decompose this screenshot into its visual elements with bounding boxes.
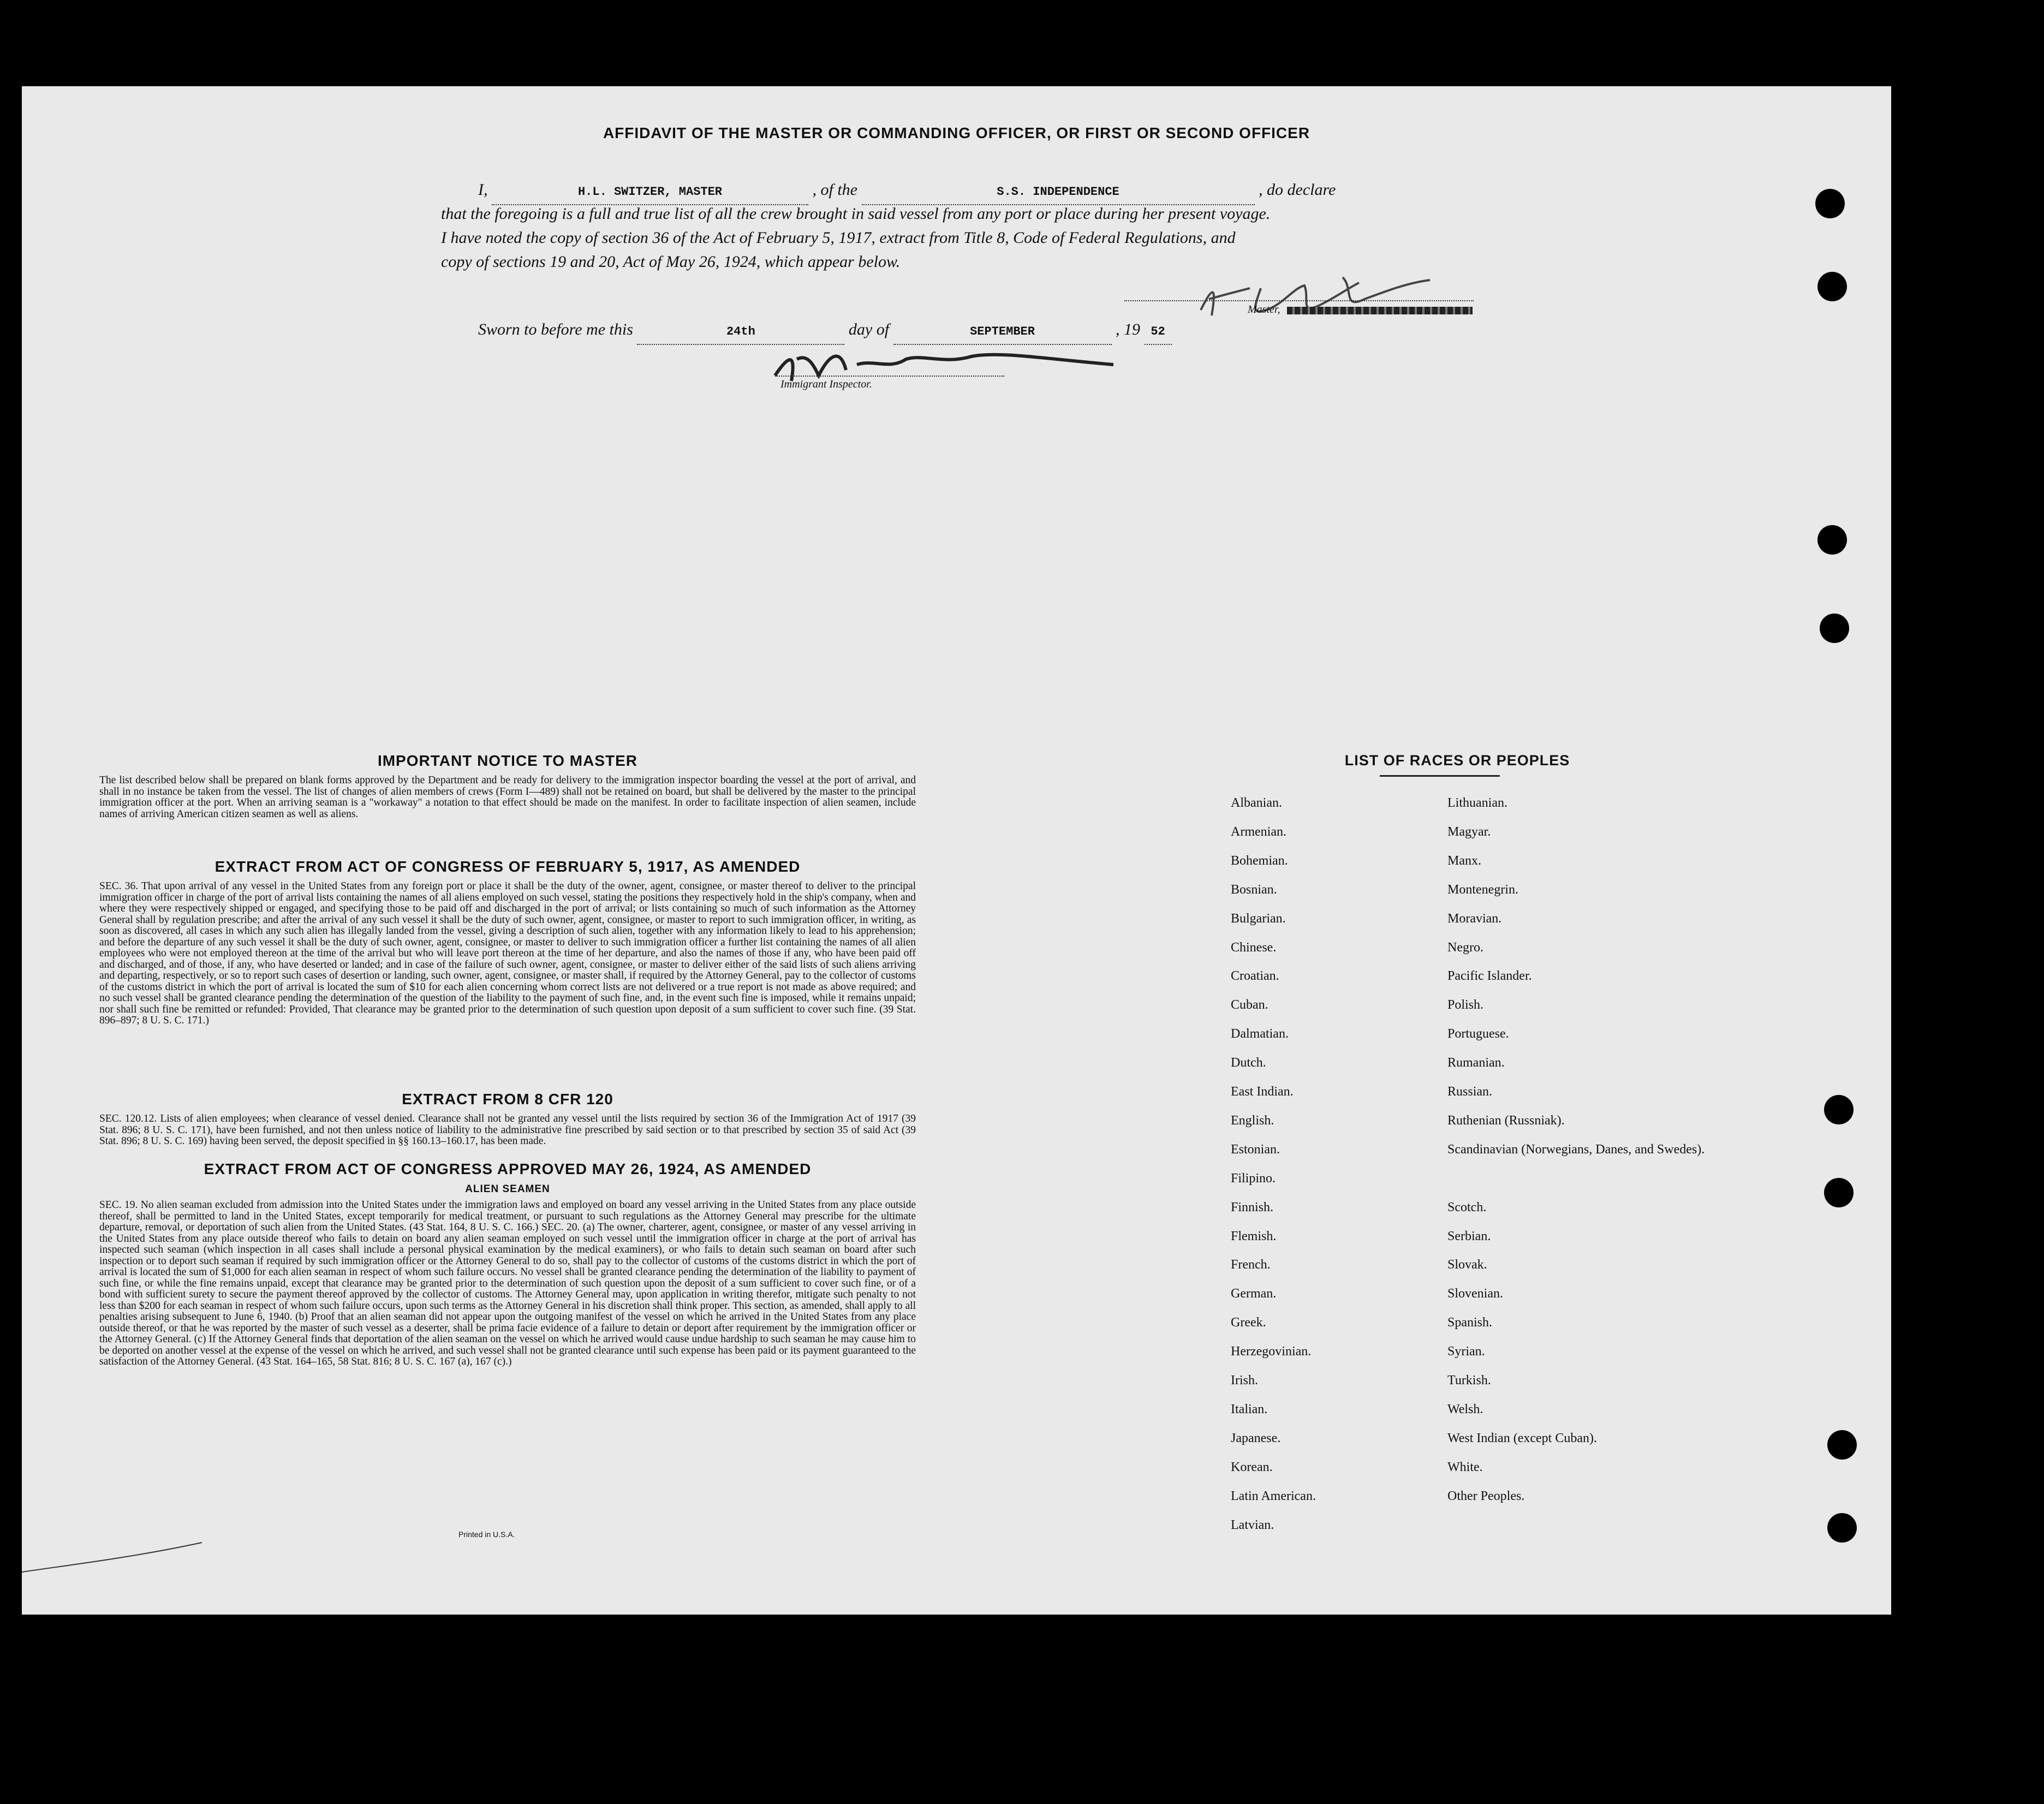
punch-hole — [1824, 1178, 1854, 1207]
race-item: German. — [1231, 1287, 1277, 1301]
extract-1924-title: EXTRACT FROM ACT OF CONGRESS APPROVED MAY 26, 1924, AS AMENDED — [204, 1160, 812, 1177]
race-item: Korean. — [1231, 1460, 1273, 1474]
master-caption: Master, — [1248, 303, 1280, 315]
race-item: Italian. — [1231, 1402, 1268, 1416]
of-the-text: , of the — [812, 181, 857, 199]
inspector-signature-line — [775, 376, 1004, 377]
race-item: Turkish. — [1447, 1373, 1491, 1388]
extract-1924-subtitle: ALIEN SEAMEN — [465, 1183, 550, 1195]
race-item: Other Peoples. — [1447, 1489, 1525, 1503]
race-item: Manx. — [1447, 853, 1481, 868]
race-item: White. — [1447, 1460, 1483, 1474]
extract-1917-title: EXTRACT FROM ACT OF CONGRESS OF FEBRUARY 5, 1917, AS AMENDED — [214, 858, 801, 875]
race-item: Slovenian. — [1447, 1287, 1503, 1301]
race-item: Cuban. — [1231, 998, 1268, 1013]
do-declare-text: , do declare — [1259, 181, 1336, 199]
race-item: Japanese. — [1231, 1431, 1281, 1445]
vessel-name: S.S. INDEPENDENCE — [862, 180, 1255, 205]
race-item: Negro. — [1447, 940, 1483, 955]
race-item: Ruthenian (Russniak). — [1447, 1113, 1565, 1128]
race-item: Croatian. — [1231, 969, 1279, 984]
declaration-line-3: I have noted the copy of section 36 of the Act of February 5, 1917, extract from Title 8, Code of Federal Regulations, and — [441, 229, 1236, 247]
race-item: Dalmatian. — [1231, 1027, 1289, 1041]
notice-text: The list described below shall be prepared on blank forms approved by the Department and be ready for delivery to the immigration inspector boarding the vessel at the port of arrival, and shall in no instance be taken from the vessel. The list of changes of alien members of crews (Form I—489) shall not be retained on board, but shall be delivered by the master to the principal immigration officer at the port. When an arriving seaman is a "workaway" a notation to that effect should be made on the manifest. In order to facilitate inspection of alien seamen, include names of arriving American citizen seamen as well as aliens. — [99, 775, 916, 820]
race-item: Lithuanian. — [1447, 796, 1507, 810]
race-item: Pacific Islander. — [1447, 969, 1532, 984]
race-item: Spanish. — [1447, 1315, 1493, 1330]
race-item: Dutch. — [1231, 1056, 1266, 1070]
race-item: Filipino. — [1231, 1171, 1276, 1186]
race-item: Russian. — [1447, 1085, 1493, 1099]
race-item: Chinese. — [1231, 940, 1277, 955]
year-prefix: , 19 — [1116, 320, 1141, 338]
declaration-line-2: that the foregoing is a full and true list of all the crew brought in said vessel from any port or place during her present voyage. — [441, 205, 1271, 223]
race-item: Estonian. — [1231, 1142, 1280, 1157]
extract-cfr-text: SEC. 120.12. Lists of alien employees; when clearance of vessel denied. Clearance shall not be granted any vessel until the lists required by section 36 of the Immigration Act of 1917 (39 Stat. 896; 8 U. S. C. 171), have been furnished, and not then unless notice of liability to the administrative fine prescribed by said section or to that prescribed by section 35 of said Act (39 Stat. 896; 8 U. S. C. 169) having been served, the deposit specified in §§ 160.13–160.17, has been made. — [99, 1113, 916, 1147]
race-item: Bulgarian. — [1231, 911, 1286, 926]
punch-hole — [1820, 614, 1849, 643]
pencil-scratch — [22, 1538, 207, 1582]
race-item: Scotch. — [1447, 1200, 1487, 1214]
declaration-line-4: copy of sections 19 and 20, Act of May 26, 1924, which appear below. — [441, 253, 901, 271]
race-item: East Indian. — [1231, 1085, 1294, 1099]
race-item: Greek. — [1231, 1315, 1266, 1330]
sworn-day: 24th — [637, 320, 844, 345]
race-item: French. — [1231, 1258, 1271, 1272]
race-item: Scandinavian (Norwegians, Danes, and Swedes). — [1447, 1142, 1705, 1157]
master-signature-line — [1124, 300, 1474, 301]
notice-title: IMPORTANT NOTICE TO MASTER — [377, 752, 638, 769]
race-item: Slovak. — [1447, 1258, 1487, 1272]
punch-hole — [1824, 1095, 1854, 1124]
affidavit-title: AFFIDAVIT OF THE MASTER OR COMMANDING OFFICER, OR FIRST OR SECOND OFFICER — [603, 124, 1310, 141]
race-item: Bohemian. — [1231, 853, 1288, 868]
race-item: Herzegovinian. — [1231, 1344, 1312, 1359]
race-item: Armenian. — [1231, 824, 1286, 839]
race-item: Serbian. — [1447, 1229, 1491, 1243]
race-item: Magyar. — [1447, 824, 1491, 839]
race-item: Irish. — [1231, 1373, 1258, 1388]
declaration-line-1 — [478, 178, 1493, 205]
race-item: Polish. — [1447, 998, 1484, 1013]
race-item: Portuguese. — [1447, 1027, 1509, 1041]
race-item: Welsh. — [1447, 1402, 1483, 1416]
punch-hole — [1817, 525, 1847, 555]
race-item: Albanian. — [1231, 796, 1282, 810]
pronoun: I, — [478, 181, 488, 199]
punch-hole — [1827, 1430, 1857, 1460]
race-item: Syrian. — [1447, 1344, 1485, 1359]
race-item: Bosnian. — [1231, 882, 1277, 897]
race-item: Latin American. — [1231, 1489, 1316, 1503]
document-page — [22, 86, 1891, 1615]
sworn-month: SEPTEMBER — [893, 320, 1112, 345]
race-item: Moravian. — [1447, 911, 1502, 926]
race-item: Latvian. — [1231, 1517, 1274, 1532]
race-item: Rumanian. — [1447, 1056, 1505, 1070]
inspector-caption: Immigrant Inspector. — [780, 378, 872, 390]
race-item: Finnish. — [1231, 1200, 1274, 1214]
sworn-prefix: Sworn to before me this — [478, 320, 633, 338]
declarant-name: H.L. SWITZER, MASTER — [492, 180, 808, 205]
race-item: Flemish. — [1231, 1229, 1277, 1243]
races-title-underline — [1380, 775, 1500, 777]
struck-out-title — [1287, 307, 1473, 314]
extract-1917-text: SEC. 36. That upon arrival of any vessel in the United States from any foreign port or place it shall be the duty of the owner, agent, consignee, or master thereof to deliver to the principal immigration officer in charge of the port of arrival lists containing the names of all aliens employed on such vessel, stating the positions they respectively hold in the ship's company, when and where they were respectively shipped or engaged, and specifying those to be paid off and discharged in the port of arrival; or lists containing so much of such information as the Attorney General shall by regulation prescribe; and after the arrival of any such vessel it shall be the duty of such owner, agent, consignee, or master to report to such immigration officer, in writing, as soon as discovered, all cases in which any such alien has illegally landed from the vessel, giving a description of such alien, together with any information likely to lead to his apprehension; and before the departure of any such vessel it shall be the duty of such owner, agent, consignee, or master to deliver to such immigration officer a further list containing the names of all alien employees who were not employed thereon at the time of the arrival but who will leave port thereon at the time of her departure, and also the names of those if any, who have been paid off and discharged, and of those, if any, who have deserted or landed; and in case of the failure of such owner, agent, consignee, or master to deliver either of the said lists of such aliens arriving and departing, respectively, or so to report such cases of desertion or landing, such owner, agent, consignee, or master shall, if required by the Attorney General, pay to the collector of customs of the customs district in which the port of arrival is located the sum of $10 for each alien concerning whom correct lists are not delivered or a true report is not made as above required; and no such vessel shall be granted clearance pending the determination of the question of the liability to the payment of such fine, and, in the event such fine is imposed, while it remains unpaid; nor shall such fine be remitted or refunded: Provided, That clearance may be granted prior to the determination of such question upon deposit of a sum sufficient to cover such fine. (39 Stat. 896–897; 8 U. S. C. 171.) — [99, 880, 916, 1026]
printed-in-usa: Printed in U.S.A. — [458, 1530, 515, 1539]
race-item: Montenegrin. — [1447, 882, 1518, 897]
day-of-text: day of — [848, 320, 890, 338]
punch-hole — [1817, 272, 1847, 301]
punch-hole — [1827, 1513, 1857, 1543]
race-item: English. — [1231, 1113, 1274, 1128]
punch-hole — [1815, 189, 1845, 218]
bleed-through-marks — [1414, 384, 1850, 397]
extract-cfr-title: EXTRACT FROM 8 CFR 120 — [402, 1091, 613, 1108]
extract-1924-text: SEC. 19. No alien seaman excluded from admission into the United States under the immigration laws and employed on board any vessel arriving in the United States from any place outside thereof, shall be permitted to land in the United States, except temporarily for medical treatment, or pursuant to such regulations as the Attorney General may prescribe for the ultimate departure, removal, or deportation of such alien from the United States. (43 Stat. 164, 8 U. S. C. 166.) SEC. 20. (a) The owner, charterer, agent, consignee, or master of any vessel arriving in the United States from any place outside thereof who fails to detain on board any alien seaman employed on such vessel until the immigration officer in charge at the port of arrival has inspected such seaman (which inspection in all cases shall include a personal physical examination by the medical examiners), or who fails to detain such seaman on board after such inspection or to deport such seaman if required by such immigration officer or the Attorney General to do so, shall pay to the collector of customs of the customs district in which the port of arrival is located the sum of $1,000 for each alien seaman in respect of whom such failure occurs. No vessel shall be granted clearance pending the determination of the liability to payment of such fine, or while the fine remains unpaid, except that clearance may be granted prior to the determination of such question upon the deposit of a sum sufficient to cover such fine, or of a bond with sufficient surety to secure the payment thereof approved by the collector of customs. The Attorney General may, upon application in writing therefor, mitigate such penalty to not less than $200 for each seaman in respect of whom such failure occurs, upon such terms as the Attorney General in his discretion shall think proper. This section, as amended, shall apply to all penalties arising subsequent to June 6, 1940. (b) Proof that an alien seaman did not appear upon the outgoing manifest of the vessel on which he arrived in the United States from any place outside thereof, or that he was reported by the master of such vessel as a deserter, shall be prima facie evidence of a failure to detain or deport after requirement by the immigration officer or the Attorney General. (c) If the Attorney General finds that deportation of the alien seaman on the vessel on which he arrived would cause undue hardship to such seaman he may cause him to be deported on another vessel at the expense of the vessel on which he arrived, and such vessel shall not be granted clearance until such expense has been paid or its payment guaranteed to the satisfaction of the Attorney General. (43 Stat. 164–165, 58 Stat. 816; 8 U. S. C. 167 (a), 167 (c).) — [99, 1199, 916, 1367]
sworn-year: 52 — [1145, 320, 1172, 345]
races-title: LIST OF RACES OR PEOPLES — [1344, 752, 1570, 769]
race-item: West Indian (except Cuban). — [1447, 1431, 1597, 1445]
